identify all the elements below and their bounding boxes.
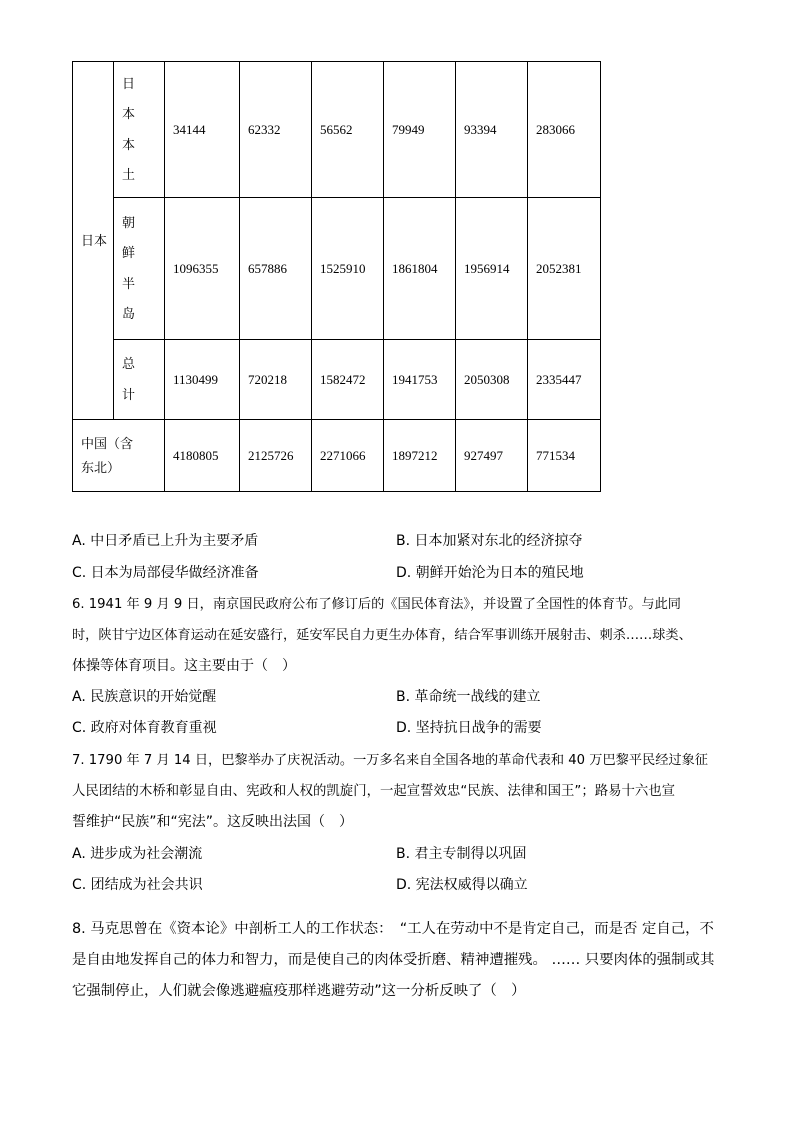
table-cell: 79949	[384, 62, 456, 198]
q5-option-a: A. 中日矛盾已上升为主要矛盾	[72, 533, 259, 549]
data-table	[72, 61, 601, 492]
table-cell: 771534	[528, 420, 601, 492]
q8-stem-line-2: 是自由地发挥自己的体力和智力，而是使自己的肉体受折磨、精神遭摧残。 …… 只要肉体的强制或其	[72, 952, 715, 968]
q6-stem-line-2: 时，陕甘宁边区体育运动在延安盛行，延安军民自力更生办体育，结合军事训练开展射击、刺杀……球类、	[72, 628, 692, 643]
q7-option-c: C. 团结成为社会共识	[72, 877, 203, 893]
table-cell: 657886	[240, 198, 312, 340]
table-cell: 720218	[240, 340, 312, 420]
table-cell: 1582472	[312, 340, 384, 420]
q8-stem-line-1: 8. 马克思曾在《资本论》中剖析工人的工作状态： “工人在劳动中不是肯定自己，而是否 定自己，不	[72, 921, 714, 937]
table-cell: 1130499	[165, 340, 240, 420]
q6-option-a: A. 民族意识的开始觉醒	[72, 689, 217, 705]
q7-stem-line-3: 誓维护“民族”和“宪法”。这反映出法国（ ）	[72, 814, 354, 830]
q5-option-b: B. 日本加紧对东北的经济掠夺	[396, 533, 583, 549]
row-label-japan-mainland: 日 本 本 土	[114, 62, 165, 198]
q5-option-c: C. 日本为局部侵华做经济准备	[72, 565, 259, 581]
table-cell: 62332	[240, 62, 312, 198]
table-cell: 4180805	[165, 420, 240, 492]
table-cell: 2271066	[312, 420, 384, 492]
q6-option-b: B. 革命统一战线的建立	[396, 689, 541, 705]
q7-option-d: D. 宪法权威得以确立	[396, 877, 528, 893]
table-cell: 2052381	[528, 198, 601, 340]
q5-option-d: D. 朝鲜开始沦为日本的殖民地	[396, 565, 584, 581]
q6-option-c: C. 政府对体育教育重视	[72, 720, 217, 736]
table-cell: 2335447	[528, 340, 601, 420]
table-cell: 2050308	[456, 340, 528, 420]
table-cell: 1525910	[312, 198, 384, 340]
q6-stem-line-3: 体操等体育项目。这主要由于（ ）	[72, 658, 296, 674]
q6-option-d: D. 坚持抗日战争的需要	[396, 720, 542, 736]
table-cell: 927497	[456, 420, 528, 492]
table-cell: 283066	[528, 62, 601, 198]
q7-option-a: A. 进步成为社会潮流	[72, 846, 203, 862]
q7-option-b: B. 君主专制得以巩固	[396, 846, 527, 862]
q7-stem-line-2: 人民团结的木桥和彰显自由、宪政和人权的凯旋门，一起宣誓效忠“民族、法律和国王”；路易十六也宣	[72, 784, 676, 799]
q8-stem-line-3: 它强制停止，人们就会像逃避瘟疫那样逃避劳动”这一分析反映了（ ）	[72, 983, 526, 999]
region-japan: 日本	[73, 62, 114, 420]
table-cell: 93394	[456, 62, 528, 198]
row-label-total: 总 计	[114, 340, 165, 420]
table-cell: 1861804	[384, 198, 456, 340]
table-cell: 1897212	[384, 420, 456, 492]
table-cell: 34144	[165, 62, 240, 198]
row-label-china: 中国（含 东北）	[73, 420, 165, 492]
table-cell: 2125726	[240, 420, 312, 492]
table-cell: 1941753	[384, 340, 456, 420]
table-cell: 1956914	[456, 198, 528, 340]
q6-stem-line-1: 6. 1941 年 9 月 9 日，南京国民政府公布了修订后的《国民体育法》，并设置了全国性的体育节。与此同	[72, 597, 681, 612]
q7-stem-line-1: 7. 1790 年 7 月 14 日，巴黎举办了庆祝活动。一万多名来自全国各地的革命代表和 40 万巴黎平民经过象征	[72, 753, 708, 768]
table-cell: 56562	[312, 62, 384, 198]
table-cell: 1096355	[165, 198, 240, 340]
row-label-korean-peninsula: 朝 鲜 半 岛	[114, 198, 165, 340]
